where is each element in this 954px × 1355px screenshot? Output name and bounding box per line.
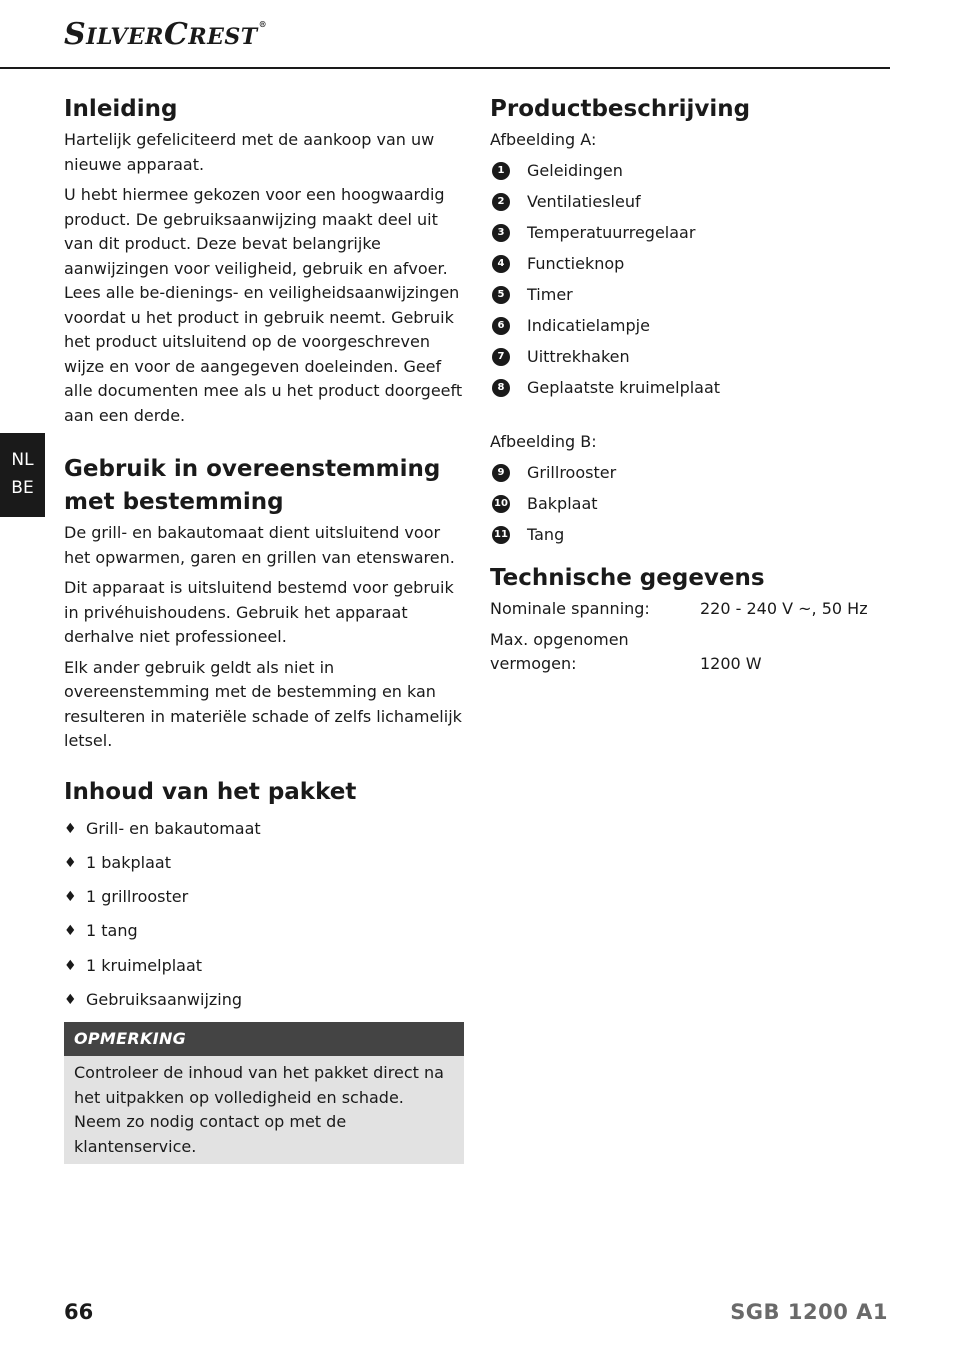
list-item bbox=[64, 988, 464, 1012]
intro-heading: Inleiding bbox=[64, 96, 178, 122]
list-item bbox=[490, 314, 890, 338]
spec-row bbox=[490, 597, 890, 622]
list-item-label: 1 kruimelplaat bbox=[86, 955, 203, 975]
intended-use-heading: Gebruik in overeenstemming met bestemming bbox=[64, 456, 441, 515]
list-item bbox=[64, 851, 464, 875]
product-description-heading: Productbeschrijving bbox=[490, 96, 751, 122]
spec-value: 1200 W bbox=[700, 654, 762, 673]
part-label: Uittrekhaken bbox=[527, 347, 630, 366]
figure-a-parts-list bbox=[490, 159, 890, 400]
list-item-label: 1 bakplaat bbox=[86, 852, 171, 872]
list-item bbox=[490, 376, 890, 400]
diamond-bullet-icon: ♦ bbox=[64, 991, 77, 1008]
diamond-bullet-icon: ♦ bbox=[64, 854, 77, 871]
list-item bbox=[490, 159, 890, 183]
list-item bbox=[64, 954, 464, 978]
diamond-bullet-icon: ♦ bbox=[64, 889, 77, 906]
package-contents-heading: Inhoud van het pakket bbox=[64, 778, 357, 805]
intro-section bbox=[64, 93, 464, 428]
list-item bbox=[490, 345, 890, 369]
figure-a-label: Afbeelding A: bbox=[490, 130, 597, 149]
diamond-bullet-icon: ♦ bbox=[64, 820, 77, 837]
page-header bbox=[0, 0, 890, 69]
model-number: SGB 1200 A1 bbox=[730, 1300, 888, 1324]
note-box bbox=[64, 1022, 464, 1164]
part-label: Timer bbox=[527, 285, 573, 304]
number-badge-icon: 8 bbox=[492, 379, 510, 397]
left-column bbox=[64, 93, 464, 1164]
number-badge-icon: 10 bbox=[492, 495, 510, 513]
spec-label: Max. opgenomen vermogen: bbox=[490, 629, 629, 673]
number-badge-icon: 7 bbox=[492, 348, 510, 366]
number-badge-icon: 11 bbox=[492, 526, 510, 544]
list-item bbox=[490, 190, 890, 214]
list-item bbox=[490, 252, 890, 276]
number-badge-icon: 4 bbox=[492, 255, 510, 273]
list-item bbox=[64, 919, 464, 943]
technical-data-section bbox=[490, 562, 890, 677]
right-column bbox=[490, 93, 890, 683]
part-label: Geleidingen bbox=[527, 161, 623, 180]
part-label: Ventilatiesleuf bbox=[527, 192, 641, 211]
part-label: Bakplaat bbox=[527, 494, 598, 513]
page-number: 66 bbox=[64, 1300, 94, 1324]
package-contents-section bbox=[64, 776, 464, 1012]
package-contents-list bbox=[64, 817, 464, 1012]
product-description-section bbox=[490, 93, 890, 547]
language-code-nl: NL bbox=[11, 450, 34, 470]
figure-b-label: Afbeelding B: bbox=[490, 432, 597, 451]
list-item bbox=[64, 817, 464, 841]
brand-logo: SILVERCREST® bbox=[64, 17, 268, 52]
list-item-label: 1 tang bbox=[86, 921, 138, 941]
technical-data-heading: Technische gegevens bbox=[490, 565, 765, 591]
part-label: Grillrooster bbox=[527, 463, 617, 482]
language-code-be: BE bbox=[11, 478, 34, 498]
number-badge-icon: 1 bbox=[492, 162, 510, 180]
list-item-label: Gebruiksaanwijzing bbox=[86, 989, 243, 1009]
spec-row bbox=[490, 628, 890, 677]
list-item bbox=[490, 221, 890, 245]
note-title: OPMERKING bbox=[64, 1022, 464, 1056]
intro-paragraph: Hartelijk gefeliciteerd met de aankoop van uw nieuwe apparaat. bbox=[64, 130, 435, 174]
spec-value: 220 - 240 V ~, 50 Hz bbox=[700, 599, 868, 618]
number-badge-icon: 5 bbox=[492, 286, 510, 304]
list-item bbox=[490, 492, 890, 516]
diamond-bullet-icon: ♦ bbox=[64, 923, 77, 940]
note-text: Controleer de inhoud van het pakket direct na het uitpakken op volledigheid en schade. Neem zo nodig contact op met de klantenservice. bbox=[64, 1056, 464, 1164]
part-label: Tang bbox=[527, 525, 565, 544]
intended-use-paragraph: Elk ander gebruik geldt als niet in overeenstemming met de bestemming en kan resulteren in materiële schade of zelfs lichamelijk letsel. bbox=[64, 657, 462, 750]
part-label: Indicatielampje bbox=[527, 316, 650, 335]
diamond-bullet-icon: ♦ bbox=[64, 957, 77, 974]
list-item bbox=[490, 523, 890, 547]
intended-use-paragraph: Dit apparaat is uitsluitend bestemd voor gebruik in privéhuishoudens. Gebruik het apparaat derhalve niet professioneel. bbox=[64, 578, 454, 646]
intro-paragraph: U hebt hiermee gekozen voor een hoogwaardig product. De gebruiksaanwijzing maakt deel uit van dit product. Deze bevat belangrijke aanwijzingen voor veiligheid, gebruik en afvoer. Lees alle be-dienings- en veiligheidsaanwijzingen voordat u het product in gebruik neemt. Gebruik het product uitsluitend op de voorgeschreven wijze en voor de aangegeven doeleinden. Geef alle documenten mee als u het product doorgeeft aan een derde. bbox=[64, 185, 463, 425]
part-label: Functieknop bbox=[527, 254, 625, 273]
list-item bbox=[64, 885, 464, 909]
number-badge-icon: 3 bbox=[492, 224, 510, 242]
number-badge-icon: 2 bbox=[492, 193, 510, 211]
number-badge-icon: 9 bbox=[492, 464, 510, 482]
list-item bbox=[490, 283, 890, 307]
part-label: Temperatuurregelaar bbox=[527, 223, 696, 242]
figure-b-parts-list bbox=[490, 461, 890, 547]
spec-label: Nominale spanning: bbox=[490, 599, 650, 618]
list-item-label: Grill- en bakautomaat bbox=[86, 818, 261, 838]
intended-use-section bbox=[64, 453, 464, 754]
part-label: Geplaatste kruimelplaat bbox=[527, 378, 721, 397]
list-item-label: 1 grillrooster bbox=[86, 887, 189, 907]
intended-use-paragraph: De grill- en bakautomaat dient uitsluitend voor het opwarmen, garen en grillen van etenswaren. bbox=[64, 523, 455, 567]
language-tab bbox=[0, 433, 45, 517]
number-badge-icon: 6 bbox=[492, 317, 510, 335]
list-item bbox=[490, 461, 890, 485]
